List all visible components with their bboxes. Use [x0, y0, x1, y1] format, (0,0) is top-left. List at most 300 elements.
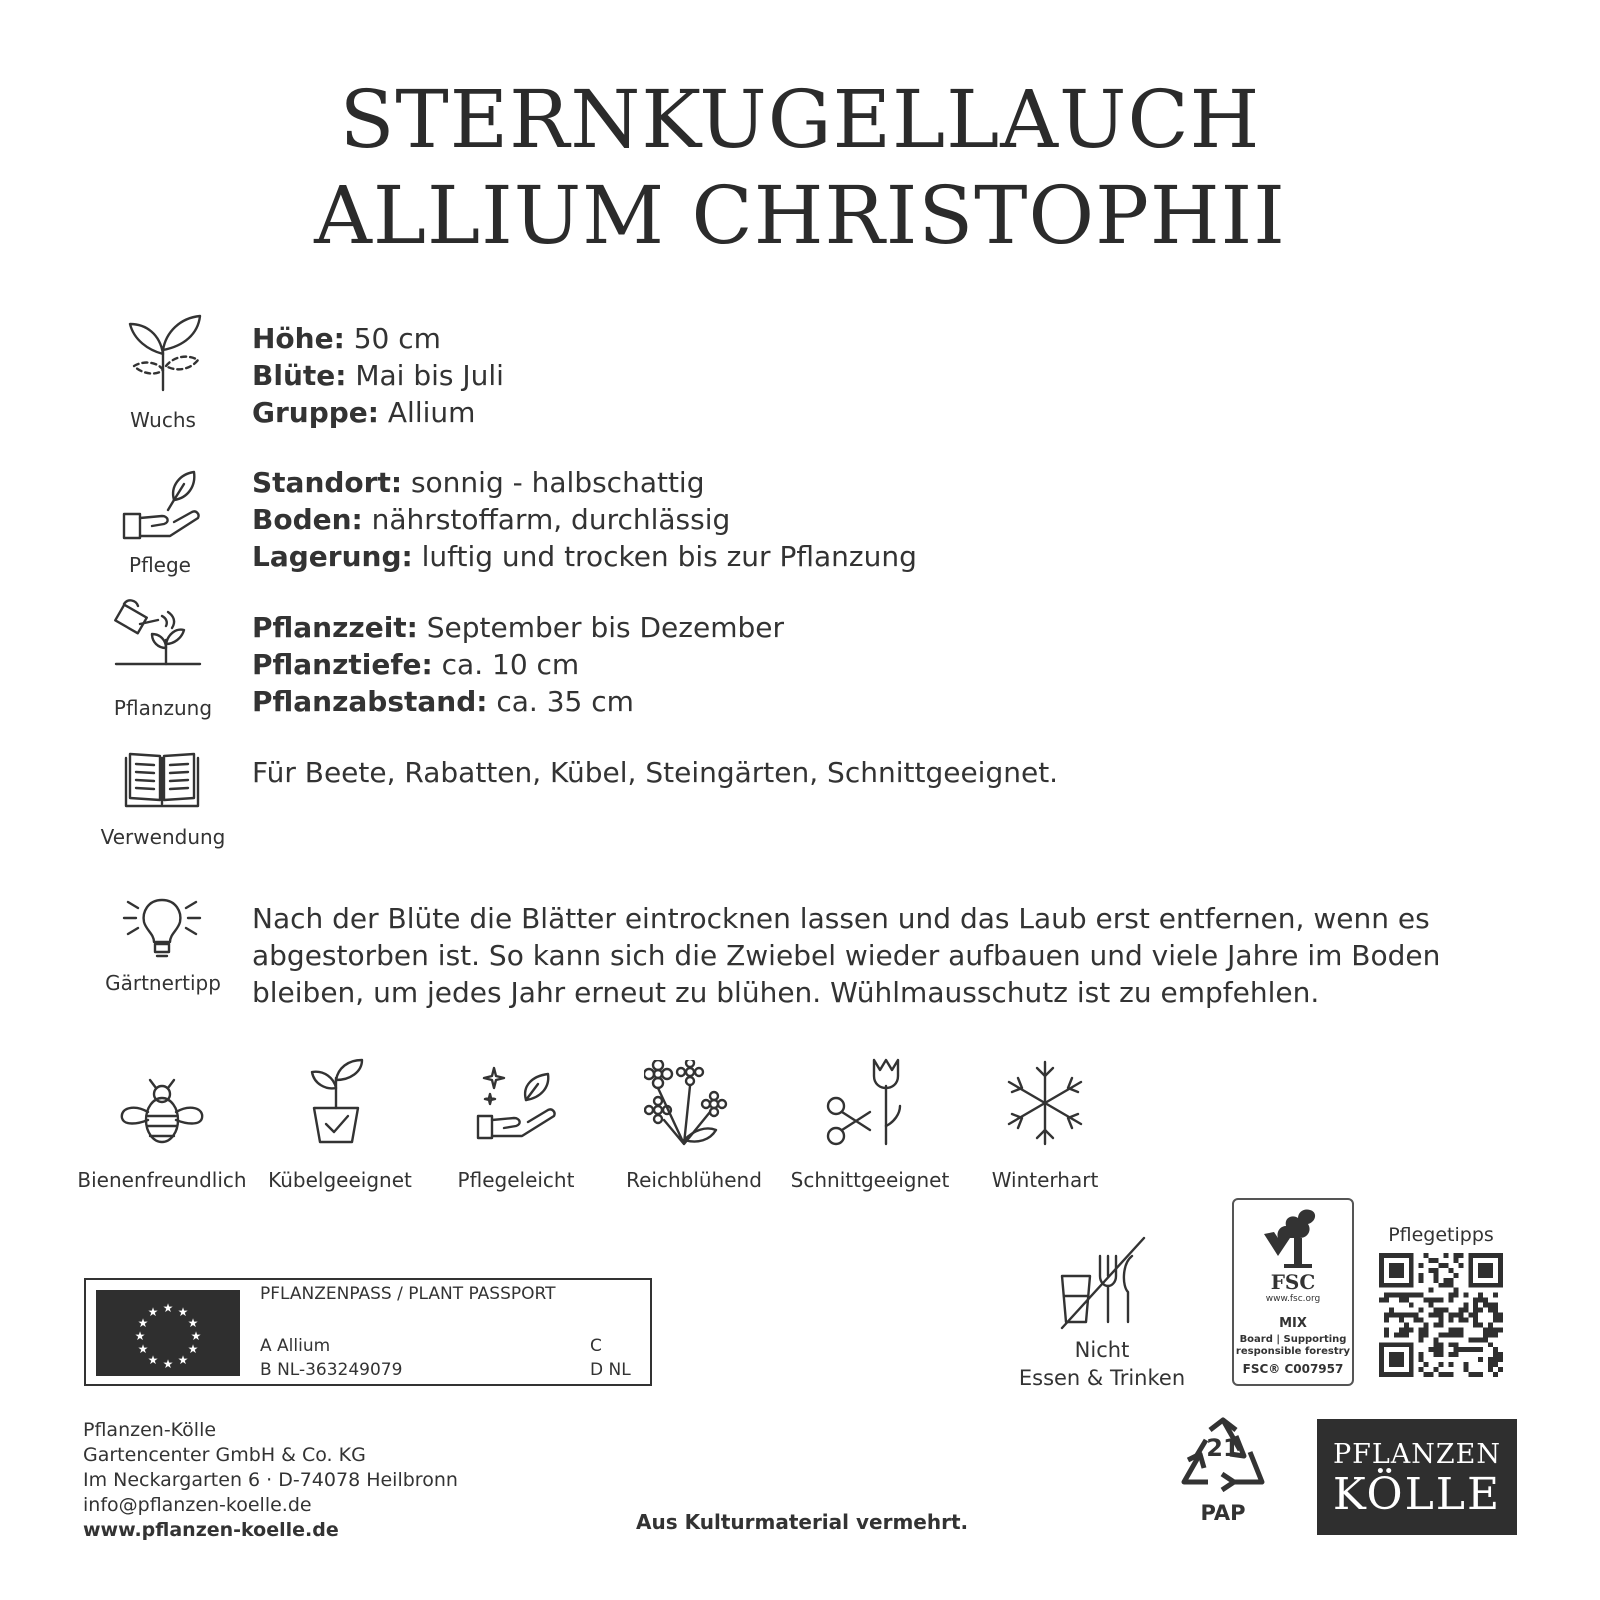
qr-module	[1409, 1372, 1414, 1377]
qr-module	[1493, 1347, 1498, 1352]
qr-module	[1434, 1273, 1439, 1278]
qr-module	[1463, 1308, 1468, 1313]
qr-module	[1473, 1322, 1478, 1327]
qr-module	[1434, 1313, 1439, 1318]
qr-module	[1448, 1352, 1453, 1357]
qr-module	[1379, 1372, 1384, 1377]
qr-module	[1399, 1253, 1404, 1258]
qr-module	[1429, 1288, 1434, 1293]
qr-module	[1473, 1308, 1478, 1313]
qr-module	[1483, 1283, 1488, 1288]
qr-module	[1409, 1293, 1414, 1298]
qr-module	[1389, 1253, 1394, 1258]
qr-module	[1493, 1362, 1498, 1367]
passport-field-a: A Allium	[260, 1336, 331, 1356]
qr-module	[1473, 1253, 1478, 1258]
fsc-description-line: responsible forestry	[1235, 1346, 1351, 1357]
qr-module	[1443, 1372, 1448, 1377]
qr-module	[1439, 1342, 1444, 1347]
qr-module	[1384, 1317, 1389, 1322]
qr-module	[1439, 1332, 1444, 1337]
qr-module	[1409, 1362, 1414, 1367]
qr-module	[1389, 1293, 1394, 1298]
address-line: Gartencenter GmbH & Co. KG	[83, 1444, 366, 1466]
qr-module	[1478, 1322, 1483, 1327]
qr-module	[1429, 1347, 1434, 1352]
sprouting-plant-icon	[118, 310, 208, 396]
qr-module	[1453, 1273, 1458, 1278]
qr-module	[1434, 1298, 1439, 1303]
passport-field-b: B NL-363249079	[260, 1360, 403, 1380]
brand-line-1: PFLANZEN	[1332, 1439, 1502, 1470]
qr-module	[1394, 1357, 1399, 1362]
qr-module	[1399, 1263, 1404, 1268]
qr-module	[1384, 1293, 1389, 1298]
qr-module	[1488, 1367, 1493, 1372]
qr-module	[1439, 1347, 1444, 1352]
qr-module	[1498, 1317, 1503, 1322]
svg-text:★: ★	[190, 1329, 202, 1343]
qr-module	[1458, 1263, 1463, 1268]
plant-passport	[84, 1278, 652, 1386]
qr-module	[1419, 1317, 1424, 1322]
section-label-pflege: Pflege	[129, 553, 191, 577]
qr-module	[1394, 1268, 1399, 1273]
qr-module	[1384, 1253, 1389, 1258]
qr-module	[1404, 1298, 1409, 1303]
info-key: Gruppe:	[252, 396, 379, 429]
qr-module	[1463, 1317, 1468, 1322]
info-line	[252, 683, 784, 720]
email-link[interactable]: info@pflanzen-koelle.de	[83, 1494, 312, 1516]
qr-module	[1439, 1263, 1444, 1268]
qr-module	[1384, 1283, 1389, 1288]
qr-module	[1419, 1327, 1424, 1332]
qr-module	[1379, 1273, 1384, 1278]
qr-module	[1468, 1263, 1473, 1268]
qr-module	[1399, 1283, 1404, 1288]
qr-module	[1384, 1327, 1389, 1332]
info-key: Pflanzzeit:	[252, 611, 418, 644]
fsc-site: www.fsc.org	[1265, 1294, 1321, 1304]
qr-module	[1458, 1327, 1463, 1332]
qr-module	[1443, 1283, 1448, 1288]
qr-module	[1443, 1278, 1448, 1283]
qr-module	[1399, 1317, 1404, 1322]
qr-module	[1448, 1372, 1453, 1377]
qr-module	[1419, 1352, 1424, 1357]
qr-module	[1468, 1283, 1473, 1288]
section-label-wuchs: Wuchs	[130, 408, 196, 432]
qr-module	[1434, 1342, 1439, 1347]
qr-module	[1468, 1273, 1473, 1278]
qr-module	[1448, 1268, 1453, 1273]
section-label-pflanzung: Pflanzung	[113, 696, 213, 720]
info-line	[252, 538, 917, 575]
qr-module	[1434, 1337, 1439, 1342]
company-address	[83, 1418, 458, 1543]
qr-module	[1443, 1308, 1448, 1313]
qr-module	[1493, 1293, 1498, 1298]
feature-label: Winterhart	[991, 1168, 1099, 1192]
qr-module	[1439, 1308, 1444, 1313]
qr-module	[1498, 1278, 1503, 1283]
qr-module	[1488, 1327, 1493, 1332]
qr-module	[1379, 1357, 1384, 1362]
qr-module	[1424, 1253, 1429, 1258]
qr-module	[1488, 1362, 1493, 1367]
qr-module	[1473, 1372, 1478, 1377]
qr-module	[1498, 1327, 1503, 1332]
qr-module	[1498, 1253, 1503, 1258]
qr-module	[1399, 1327, 1404, 1332]
svg-text:★: ★	[134, 1329, 146, 1343]
qr-module	[1448, 1313, 1453, 1318]
fsc-description-line: Board | Supporting	[1239, 1334, 1347, 1345]
info-value: September bis Dezember	[417, 611, 784, 644]
qr-module	[1448, 1327, 1453, 1332]
qr-module	[1404, 1293, 1409, 1298]
info-key: Höhe:	[252, 322, 345, 355]
qr-module	[1473, 1313, 1478, 1318]
qr-module	[1389, 1342, 1394, 1347]
qr-module	[1439, 1298, 1444, 1303]
qr-module	[1379, 1283, 1384, 1288]
section-info-wuchs	[252, 320, 504, 431]
qr-module	[1439, 1283, 1444, 1288]
not-edible-label	[1016, 1336, 1188, 1392]
info-line	[252, 464, 917, 501]
flower-bouquet-icon	[644, 1060, 730, 1146]
qr-module	[1394, 1253, 1399, 1258]
qr-module	[1488, 1283, 1493, 1288]
qr-module	[1463, 1293, 1468, 1298]
qr-module	[1468, 1278, 1473, 1283]
qr-module	[1493, 1313, 1498, 1318]
qr-module	[1394, 1273, 1399, 1278]
qr-module	[1399, 1372, 1404, 1377]
qr-module	[1458, 1332, 1463, 1337]
qr-module	[1394, 1372, 1399, 1377]
address-line: Pflanzen-Kölle	[83, 1419, 217, 1441]
info-line	[252, 501, 917, 538]
qr-module	[1498, 1268, 1503, 1273]
qr-module	[1458, 1317, 1463, 1322]
qr-module	[1419, 1273, 1424, 1278]
qr-module	[1483, 1332, 1488, 1337]
qr-module	[1483, 1273, 1488, 1278]
qr-module	[1443, 1332, 1448, 1337]
qr-module	[1493, 1372, 1498, 1377]
qr-module	[1434, 1352, 1439, 1357]
snowflake-icon	[1004, 1060, 1086, 1146]
qr-module	[1488, 1273, 1493, 1278]
qr-module	[1439, 1362, 1444, 1367]
qr-module	[1434, 1278, 1439, 1283]
qr-module	[1478, 1298, 1483, 1303]
qr-module	[1453, 1327, 1458, 1332]
qr-module	[1404, 1342, 1409, 1347]
qr-module	[1488, 1303, 1493, 1308]
qr-module	[1478, 1253, 1483, 1258]
qr-module	[1443, 1263, 1448, 1268]
qr-module	[1493, 1352, 1498, 1357]
qr-module	[1488, 1332, 1493, 1337]
not-edible-icon	[1056, 1236, 1148, 1330]
qr-module	[1493, 1303, 1498, 1308]
qr-module	[1419, 1367, 1424, 1372]
qr-module	[1478, 1347, 1483, 1352]
qr-module	[1483, 1337, 1488, 1342]
qr-module	[1389, 1362, 1394, 1367]
qr-module	[1409, 1327, 1414, 1332]
potted-plant-check-icon	[306, 1058, 370, 1144]
svg-text:★: ★	[137, 1342, 149, 1356]
qr-module	[1429, 1298, 1434, 1303]
open-book-icon	[124, 748, 200, 810]
qr-module	[1498, 1367, 1503, 1372]
qr-module	[1419, 1278, 1424, 1283]
svg-text:★: ★	[177, 1353, 189, 1367]
feature-label: Schnittgeeignet	[790, 1168, 950, 1192]
qr-module	[1498, 1283, 1503, 1288]
qr-module	[1483, 1268, 1488, 1273]
qr-module	[1409, 1303, 1414, 1308]
info-value: Mai bis Juli	[346, 359, 504, 392]
qr-module	[1429, 1372, 1434, 1377]
qr-module	[1493, 1317, 1498, 1322]
qr-module	[1419, 1308, 1424, 1313]
info-line	[252, 646, 784, 683]
qr-module	[1493, 1283, 1498, 1288]
qr-module	[1389, 1313, 1394, 1318]
qr-module	[1478, 1308, 1483, 1313]
qr-module	[1439, 1322, 1444, 1327]
qr-module	[1419, 1337, 1424, 1342]
tip-line: Nach der Blüte die Blätter eintrocknen lassen und das Laub erst entfernen, wenn es	[252, 902, 1430, 935]
qr-module	[1399, 1298, 1404, 1303]
qr-module	[1394, 1362, 1399, 1367]
svg-text:★: ★	[177, 1305, 189, 1319]
qr-module	[1473, 1298, 1478, 1303]
not-edible-line: Essen & Trinken	[1018, 1366, 1186, 1390]
qr-module	[1498, 1263, 1503, 1268]
qr-module	[1429, 1313, 1434, 1318]
usage-text: Für Beete, Rabatten, Kübel, Steingärten, Schnittgeeignet.	[252, 756, 1059, 789]
qr-module	[1419, 1332, 1424, 1337]
qr-module	[1493, 1357, 1498, 1362]
qr-module	[1434, 1308, 1439, 1313]
qr-module	[1389, 1308, 1394, 1313]
qr-module	[1394, 1313, 1399, 1318]
qr-module	[1414, 1317, 1419, 1322]
info-value: ca. 35 cm	[487, 685, 634, 718]
cultivation-note: Aus Kulturmaterial vermehrt.	[636, 1510, 969, 1534]
qr-module	[1478, 1293, 1483, 1298]
svg-text:★: ★	[162, 1357, 174, 1371]
passport-field-d: D NL	[590, 1360, 631, 1380]
qr-module	[1404, 1327, 1409, 1332]
section-info-verwendung	[252, 754, 1058, 791]
qr-module	[1399, 1332, 1404, 1337]
qr-module	[1409, 1273, 1414, 1278]
qr-module	[1483, 1327, 1488, 1332]
qr-module	[1424, 1332, 1429, 1337]
qr-module	[1493, 1253, 1498, 1258]
qr-module	[1473, 1347, 1478, 1352]
qr-module	[1379, 1253, 1384, 1258]
qr-module	[1399, 1342, 1404, 1347]
qr-module	[1379, 1263, 1384, 1268]
fsc-label	[1232, 1198, 1354, 1386]
qr-module	[1473, 1303, 1478, 1308]
qr-module	[1389, 1263, 1394, 1268]
svg-text:★: ★	[162, 1301, 174, 1315]
info-line	[252, 357, 504, 394]
qr-module	[1434, 1268, 1439, 1273]
qr-module	[1478, 1357, 1483, 1362]
qr-module	[1379, 1268, 1384, 1273]
info-key: Standort:	[252, 466, 403, 499]
qr-module	[1389, 1352, 1394, 1357]
qr-module	[1488, 1342, 1493, 1347]
qr-module	[1453, 1313, 1458, 1318]
qr-module	[1394, 1263, 1399, 1268]
info-key: Pflanztiefe:	[252, 648, 433, 681]
qr-module	[1394, 1283, 1399, 1288]
qr-module	[1404, 1313, 1409, 1318]
qr-module	[1448, 1362, 1453, 1367]
qr-module	[1458, 1347, 1463, 1352]
qr-module	[1468, 1337, 1473, 1342]
info-line	[252, 320, 504, 357]
qr-module	[1379, 1352, 1384, 1357]
qr-module	[1389, 1357, 1394, 1362]
qr-module	[1448, 1283, 1453, 1288]
feature-label: Bienenfreundlich	[77, 1168, 247, 1192]
qr-module	[1379, 1278, 1384, 1283]
qr-module	[1458, 1313, 1463, 1318]
qr-module	[1448, 1342, 1453, 1347]
qr-module	[1404, 1322, 1409, 1327]
qr-module	[1399, 1293, 1404, 1298]
fsc-mix: MIX	[1279, 1316, 1307, 1331]
svg-text:★: ★	[187, 1316, 199, 1330]
qr-code-icon[interactable]	[1379, 1253, 1503, 1377]
info-key: Pflanzabstand:	[252, 685, 488, 718]
qr-module	[1468, 1258, 1473, 1263]
qr-module	[1414, 1293, 1419, 1298]
qr-module	[1409, 1263, 1414, 1268]
feature-label: Kübelgeeignet	[268, 1168, 412, 1192]
qr-module	[1478, 1283, 1483, 1288]
qr-module	[1453, 1342, 1458, 1347]
qr-module	[1424, 1322, 1429, 1327]
qr-module	[1498, 1352, 1503, 1357]
bee-icon	[118, 1076, 206, 1148]
qr-module	[1419, 1293, 1424, 1298]
qr-module	[1414, 1313, 1419, 1318]
qr-module	[1463, 1347, 1468, 1352]
qr-module	[1483, 1303, 1488, 1308]
address-line: Im Neckargarten 6 · D-74078 Heilbronn	[83, 1469, 458, 1491]
scissors-tulip-icon	[824, 1056, 912, 1146]
qr-module	[1453, 1332, 1458, 1337]
section-info-pflege	[252, 464, 917, 575]
qr-module	[1493, 1332, 1498, 1337]
passport-heading: PFLANZENPASS / PLANT PASSPORT	[260, 1284, 556, 1304]
qr-module	[1409, 1347, 1414, 1352]
svg-text:★: ★	[137, 1316, 149, 1330]
info-value: Allium	[379, 396, 476, 429]
lightbulb-icon	[120, 894, 204, 964]
qr-module	[1493, 1327, 1498, 1332]
section-label-verwendung: Verwendung	[100, 825, 226, 849]
qr-module	[1488, 1263, 1493, 1268]
qr-module	[1394, 1293, 1399, 1298]
qr-module	[1389, 1283, 1394, 1288]
qr-module	[1409, 1268, 1414, 1273]
fsc-description	[1234, 1334, 1352, 1358]
qr-module	[1453, 1288, 1458, 1293]
qr-module	[1478, 1372, 1483, 1377]
qr-module	[1409, 1313, 1414, 1318]
qr-module	[1473, 1283, 1478, 1288]
website-link[interactable]: www.pflanzen-koelle.de	[83, 1519, 339, 1541]
recycling-code: PAP	[1200, 1501, 1246, 1525]
qr-module	[1468, 1313, 1473, 1318]
qr-module	[1463, 1303, 1468, 1308]
qr-module	[1453, 1352, 1458, 1357]
qr-module	[1434, 1347, 1439, 1352]
qr-module	[1463, 1362, 1468, 1367]
qr-module	[1498, 1313, 1503, 1318]
title-line-1: STERNKUGELLAUCH	[339, 73, 1261, 166]
info-key: Lagerung:	[252, 540, 413, 573]
qr-module	[1409, 1367, 1414, 1372]
qr-module	[1453, 1258, 1458, 1263]
qr-module	[1468, 1268, 1473, 1273]
info-key: Blüte:	[252, 359, 347, 392]
qr-module	[1409, 1283, 1414, 1288]
qr-module	[1443, 1253, 1448, 1258]
qr-module	[1468, 1347, 1473, 1352]
qr-module	[1399, 1352, 1404, 1357]
info-value: nährstoffarm, durchlässig	[362, 503, 731, 536]
qr-module	[1453, 1253, 1458, 1258]
hand-sparkle-leaf-icon	[476, 1064, 562, 1142]
tip-line: abgestorben ist. So kann sich die Zwiebel wieder aufbauen und viele Jahre im Boden	[252, 939, 1441, 972]
qr-module	[1419, 1357, 1424, 1362]
qr-module	[1394, 1352, 1399, 1357]
qr-module	[1424, 1327, 1429, 1332]
qr-module	[1409, 1352, 1414, 1357]
qr-module	[1483, 1298, 1488, 1303]
qr-module	[1448, 1278, 1453, 1283]
qr-module	[1493, 1308, 1498, 1313]
qr-module	[1394, 1332, 1399, 1337]
qr-module	[1498, 1357, 1503, 1362]
qr-module	[1394, 1342, 1399, 1347]
passport-field-c: C	[590, 1336, 602, 1356]
qr-module	[1458, 1308, 1463, 1313]
info-value: ca. 10 cm	[432, 648, 580, 681]
qr-module	[1488, 1253, 1493, 1258]
qr-module	[1379, 1362, 1384, 1367]
qr-module	[1404, 1253, 1409, 1258]
qr-module	[1424, 1298, 1429, 1303]
svg-text:★: ★	[147, 1305, 159, 1319]
